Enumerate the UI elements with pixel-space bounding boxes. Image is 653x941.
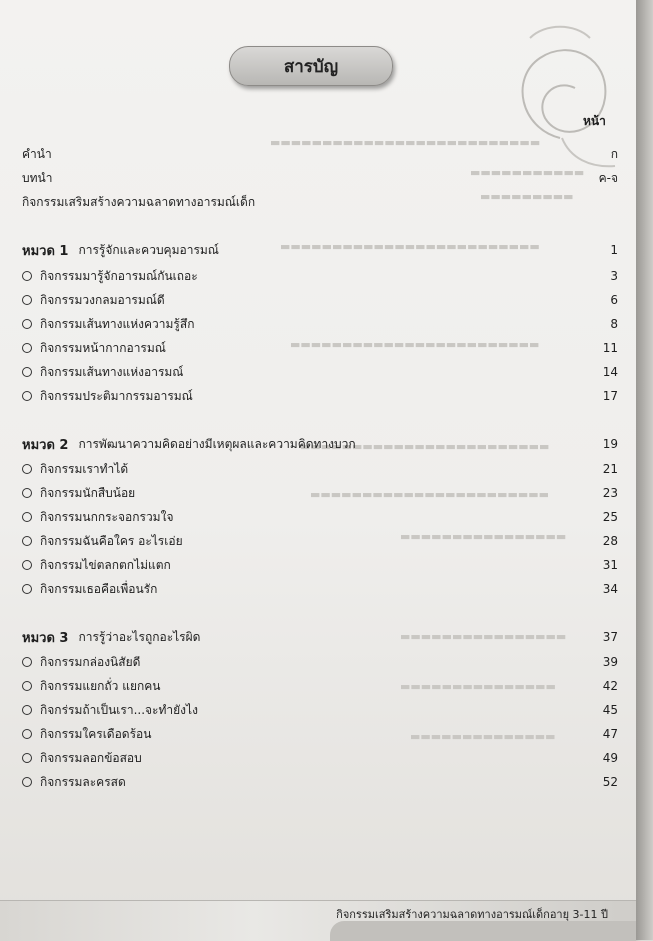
bullet-circle-icon [22,536,32,546]
chapter-heading[interactable] [22,239,618,261]
toc-item-page: 6 [610,293,618,307]
toc-item-page: 17 [602,389,618,403]
toc-item[interactable] [22,723,618,745]
chapter-page: 1 [610,243,618,257]
chapter-title: การพัฒนาความคิดอย่างมีเหตุผลและความคิดทางบวก [78,436,356,451]
chapter-title: การรู้จักและควบคุมอารมณ์ [78,242,219,257]
bullet-circle-icon [22,488,32,498]
toc-item-label: กิจกรรมเส้นทางแห่งอารมณ์ [40,364,184,379]
chapter-title: การรู้ว่าอะไรถูกอะไรผิด [78,629,201,644]
toc-item[interactable] [22,482,618,504]
toc-item-label: กิจกรรมใครเดือดร้อน [40,726,152,741]
bullet-circle-icon [22,705,32,715]
show-through-text: ▬▬▬▬▬▬▬▬▬ [480,190,574,203]
chapter-page: 19 [602,437,618,451]
book-spine-edge [636,0,653,940]
toc-item[interactable] [22,361,618,383]
toc-item[interactable] [22,675,618,697]
toc-entry-label: กิจกรรมเสริมสร้างความฉลาดทางอารมณ์เด็ก [22,194,256,209]
page-title: สารบัญ [229,46,393,86]
bullet-circle-icon [22,512,32,522]
toc-item-label: กิจกรรมแยกถั่ว แยกคน [40,678,161,693]
toc-item[interactable] [22,771,618,793]
toc-item[interactable] [22,699,618,721]
toc-item-page: 31 [602,558,618,572]
bullet-circle-icon [22,729,32,739]
show-through-text: ▬▬▬▬▬▬▬▬▬▬▬▬▬▬ [410,730,556,743]
bullet-circle-icon [22,343,32,353]
bullet-circle-icon [22,464,32,474]
toc-item-label: กิจกรรมเราทำได้ [40,461,129,476]
toc-item[interactable] [22,506,618,528]
toc-item[interactable] [22,265,618,287]
show-through-text: ▬▬▬▬▬▬▬▬▬▬▬▬▬▬▬▬ [400,630,567,643]
toc-item-page: 42 [602,679,618,693]
bullet-circle-icon [22,391,32,401]
chapter-label: หมวด 2 [22,437,69,453]
chapter-page: 37 [602,630,618,644]
page-footer [0,900,636,941]
toc-item-label: กิจกรรมเธอคือเพื่อนรัก [40,581,158,596]
toc-entry[interactable] [22,167,618,189]
toc-item-page: 28 [602,534,618,548]
bullet-circle-icon [22,657,32,667]
footer-decoration [330,921,636,941]
toc-entry-page: ค-จ [598,170,618,185]
toc-item-label: กิจกรรมกล่องนิสัยดี [40,654,141,669]
toc-item[interactable] [22,747,618,769]
bullet-circle-icon [22,295,32,305]
chapter-heading[interactable] [22,433,618,455]
toc-entry-page: ก [610,146,618,161]
bullet-circle-icon [22,367,32,377]
bullet-circle-icon [22,271,32,281]
toc-item-page: 21 [602,462,618,476]
toc-item-label: กิจกรรมละครสด [40,774,126,789]
show-through-text: ▬▬▬▬▬▬▬▬▬▬▬▬▬▬▬▬▬▬▬▬▬▬▬▬ [300,440,550,453]
toc-item-page: 47 [602,727,618,741]
toc-item-page: 52 [602,775,618,789]
toc-entry[interactable] [22,191,618,213]
toc-item[interactable] [22,554,618,576]
toc-item-page: 49 [602,751,618,765]
toc-item-label: กิจกรรมนักสืบน้อย [40,485,136,500]
show-through-text: ▬▬▬▬▬▬▬▬▬▬▬▬▬▬▬▬▬▬▬▬▬▬▬▬▬ [280,240,540,253]
toc-item-label: กิจกรรมไข่ตลกตกไม่แตก [40,557,171,572]
toc-item-page: 14 [602,365,618,379]
toc-entry[interactable] [22,143,618,165]
toc-entry-label: บทนำ [22,170,53,185]
toc-item-page: 8 [610,317,618,331]
bullet-circle-icon [22,560,32,570]
toc-item-page: 25 [602,510,618,524]
toc-item[interactable] [22,313,618,335]
bullet-circle-icon [22,319,32,329]
show-through-text: ▬▬▬▬▬▬▬▬▬▬▬▬▬▬▬▬▬▬▬▬▬▬▬▬▬▬ [270,136,541,149]
toc-item-label: กิจกรรมเส้นทางแห่งความรู้สึก [40,316,195,331]
toc-item-page: 23 [602,486,618,500]
toc-item[interactable] [22,337,618,359]
show-through-text: ▬▬▬▬▬▬▬▬▬▬▬▬▬▬▬▬ [400,530,567,543]
bullet-circle-icon [22,777,32,787]
toc-item[interactable] [22,385,618,407]
chapter-heading[interactable] [22,626,618,648]
show-through-text: ▬▬▬▬▬▬▬▬▬▬▬▬▬▬▬▬▬▬▬▬▬▬▬ [310,488,550,501]
toc-item-label: กิจกร่รมถ้าเป็นเรา...จะทำยังไง [40,702,198,717]
toc-item-label: กิจกรรมลอกข้อสอบ [40,750,142,765]
bullet-circle-icon [22,753,32,763]
toc-item-label: กิจกรรมนกกระจอกรวมใจ [40,509,174,524]
show-through-text: ▬▬▬▬▬▬▬▬▬▬▬ [470,166,585,179]
toc-item-label: กิจกรรมประติมากรรมอารมณ์ [40,388,193,403]
toc-item-page: 39 [602,655,618,669]
toc-entry-label: คำนำ [22,146,52,161]
toc-item-page: 11 [602,341,618,355]
chapter-label: หมวด 3 [22,630,69,646]
toc-item-page: 3 [610,269,618,283]
show-through-text: ▬▬▬▬▬▬▬▬▬▬▬▬▬▬▬▬▬▬▬▬▬▬▬▬ [290,338,540,351]
bullet-circle-icon [22,681,32,691]
toc-item-label: กิจกรรมหน้ากากอารมณ์ [40,340,166,355]
toc-item[interactable] [22,289,618,311]
toc-item-label: กิจกรรมฉันคือใคร อะไรเอ่ย [40,533,183,548]
chapter-label: หมวด 1 [22,243,69,259]
page-column-header: หน้า [583,114,606,128]
toc-item[interactable] [22,530,618,552]
toc-item-label: กิจกรรมมารู้จักอารมณ์กันเถอะ [40,268,198,283]
toc-item-label: กิจกรรมวงกลมอารมณ์ดี [40,292,165,307]
toc-item-page: 34 [602,582,618,596]
toc-item[interactable] [22,578,618,600]
footer-text: กิจกรรมเสริมสร้างความฉลาดทางอารมณ์เด็กอายุ 3-11 ปี [336,908,608,921]
bullet-circle-icon [22,584,32,594]
show-through-text: ▬▬▬▬▬▬▬▬▬▬▬▬▬▬▬ [400,680,556,693]
toc-item-page: 45 [602,703,618,717]
toc-item[interactable] [22,458,618,480]
toc-item[interactable] [22,651,618,673]
